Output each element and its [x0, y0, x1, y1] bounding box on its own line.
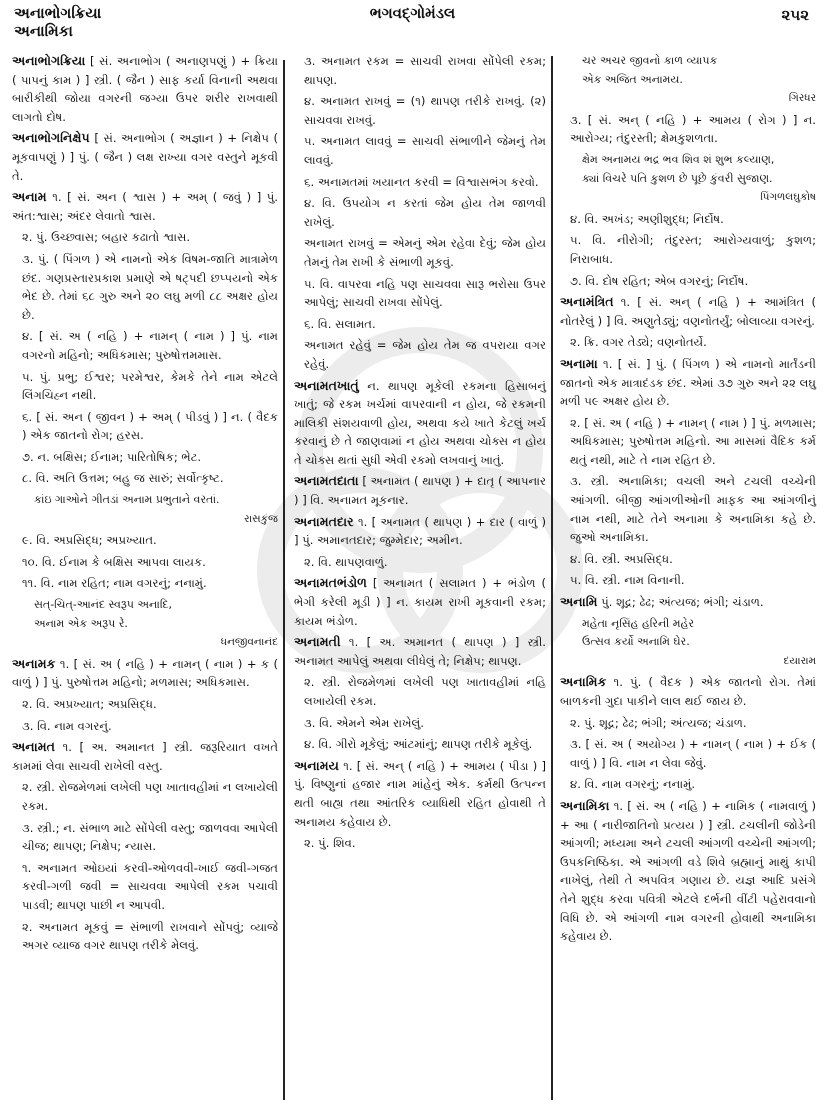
- sense-definition: ૨. [ સં. અ ( નહિ ) + નામન્ ( નામ ) ] પું. મળમાસ; અધિકમાસ; પુરુષોત્તમ મહિનો. આ માસમાં વૈદિક કર્મ થતું નથી, માટે તે નામ રહિત છે.: [570, 415, 816, 467]
- sense-definition: ૨. ક્રિ. વગર તેડ્યે; વણનોતર્યે.: [570, 335, 707, 350]
- dictionary-entry: [560, 293, 816, 330]
- quote-attribution: રાસકુંજ: [244, 512, 278, 525]
- sense-definition: ૯. વિ. અપ્રસિદ્ધ; અપ્રખ્યાત.: [22, 533, 157, 548]
- definition-text: ૧. [ સં. ] પું. ( પિંગળ ) એ નામનો માર્તંડની જાતનો એક માત્રાદંડક છંદ. એમાં ૩૭ ગુરુ અને ૨૨ લઘુ મળી ૫૯ અક્ષર હોય છે.: [560, 356, 816, 409]
- dictionary-entry: [294, 757, 546, 831]
- headword: અનામિ: [560, 594, 598, 610]
- dictionary-entry: [560, 673, 816, 710]
- definition-text: [ સં. અનાભોગ ( અનાણપણું ) + ક્રિયા ( પાપનું કામ ) ] સ્ત્રી. ( જૈન ) સાફ કર્યા વિનાની અથવા બારીકીથી જોયા વગરની જગ્યા ઉપર શરીર રાખવાથી લાગતો દોષ.: [12, 54, 278, 124]
- dictionary-entry: [12, 129, 278, 185]
- headword: અનાભોગનિક્ષેપ: [12, 130, 90, 146]
- sense-definition: ૪. વિ. સ્ત્રી. અપ્રસિદ્ધ.: [570, 551, 673, 566]
- definition-text: ૧. [ સં. અ ( નહિ ) + નામિક ( નામવાળું ) + આ ( નારીજાતિનો પ્રત્યય ) ] સ્ત્રી. ટચલીની જોડેની આંગળી; મધ્યમા અને ટચલી આંગળી વચ્ચેની આંગળી; ઉપકનિષ્ઠિકા. એ આંગળી વડે શિવે બ્રહ્માનું માથું કાપી નાખેલું, તેથી તે અપવિત્ર ગણાય છે. યજ્ઞ આદિ પ્રસંગે તેને શુદ્ધ કરવા પવિત્રી એટલે દર્ભની વીંટી પહેરાવવાનો વિધિ છે. એ આંગળી નામ વગરની હોવાથી અનામિકા કહેવાય છે.: [560, 798, 816, 944]
- sense-definition: ૩. [ સં. અન્ ( નહિ ) + આમય ( રોગ ) ] ન. આરોગ્ય; તંદુરસ્તી; ક્ષેમકુશળતા.: [570, 112, 816, 146]
- sense-definition: ૪. વિ. ગીરો મૂકેલું; આંટમાંનું; થાપણ તરીકે મૂકેલું.: [304, 737, 533, 752]
- dictionary-entry: [294, 633, 546, 670]
- sense-definition: ૨. સ્ત્રી. રોજમેળમાં લખેલી પણ ખાતાવહીમાં નહિ લખાયેલી રકમ.: [304, 675, 546, 708]
- sense-definition: અનામત રાખવું = એમનું એમ રહેવા દેવું; જેમ હોય તેમનું તેમ રાખી કે સંભાળી મૂકવું.: [304, 236, 546, 269]
- quote-line: અનામ એક અરૂપ રે.: [34, 616, 128, 630]
- headword: અનામા: [560, 355, 598, 371]
- sense-definition: ૨. સ્ત્રી. રોજમેળમાં લખેલી પણ ખાતાવહીમાં ન લખાયેલી રકમ.: [22, 780, 278, 813]
- guide-word-first: અનાભોગક્રિયા: [14, 4, 102, 22]
- headword: અનામતદાર: [294, 513, 354, 529]
- sense-definition: ૮. વિ. અતિ ઉત્તમ; બહુ જ સારું; સર્વોત્કૃષ્ટ.: [22, 471, 224, 486]
- sense-definition: ૪. વિ. અખંડ; અણીશુદ્ધ; નિર્દોષ.: [570, 211, 724, 226]
- column-divider: [551, 56, 553, 1100]
- sense-definition: ૨. પું. શિવ.: [304, 836, 356, 851]
- headword: અનાભોગક્રિયા: [12, 53, 86, 68]
- headword: અનામત: [12, 739, 55, 755]
- definition-text: ૧. [ અનામત ( થાપણ ) + દાર ( વાળું ) ] પું. અમાનતદાર; જુમ્મેદાર; અમીન.: [294, 514, 547, 548]
- definition-text: [ સં. અનાભોગ ( અજ્ઞાન ) + નિક્ષેપ ( મૂકવાપણું ) ] પું. ( જૈન ) લક્ષ રાખ્યા વગર વસ્તુને મૂકવી તે.: [12, 131, 279, 183]
- sense-definition: ૩. અનામત રકમ = સાચવી રાખવા સોંપેલી રકમ; થાપણ.: [304, 54, 546, 87]
- dictionary-entry: [12, 655, 278, 692]
- citation-quote: [560, 52, 816, 108]
- definition-text: ન. થાપણ મૂકેલી રકમના હિસાબનું ખાતું; જે રકમ ખર્ચમાં વાપરવાની ન હોય, જે રકમની માલિકી સંશયવાળી હોય, અથવા કયે ખાતે કેટલું ખર્ચ કરવાનું છે તે જાણવામાં ન હોય અથવા ચોક્સ ન હોય તે ચોક્સ થતાં સુધી એવી રકમો લખવાનું ખાતું.: [294, 378, 546, 467]
- definition-text: [ અનામત ( સલામત ) + ભંડોળ ( ભેગી કરેલી મૂડી ) ] ન. કાયમ રાખી મૂકવાની રકમ; કાયમ ભંડોળ.: [294, 576, 547, 628]
- sense-definition: ૪. અનામત રાખવું = (૧) થાપણ તરીકે રાખવું. (૨) સાચવવા રાખવું.: [304, 94, 546, 127]
- quote-line: મહેતા નૃસિંહ હરિની મહેર: [582, 616, 695, 630]
- column-1: [12, 52, 278, 958]
- headword: અનામિકા: [560, 797, 610, 813]
- dictionary-entry: [560, 355, 816, 411]
- definition-text: ૧. [ અ. અમાનત ] સ્ત્રી. જરૂરિયાત વખતે કામમાં લેવા સાચવી રાખેલી વસ્તુ.: [12, 740, 279, 773]
- quote-attribution: દયારામ: [783, 654, 816, 667]
- sense-definition: ૧. અનામત ઓઇયાં કરવી-ઓળવવી-ખાઈ જવી-ગજત કરવી-ગળી જવી = સાચવવા આપેલી રકમ પચાવી પાડવી; થાપણ પાછી ન આપવી.: [22, 860, 278, 912]
- sense-definition: ૭. વિ. દોષ રહિત; એબ વગરનું; નિર્દોષ.: [570, 273, 749, 288]
- headword: અનામતખાતું: [294, 377, 359, 393]
- quote-attribution: ધનજીવનાનંદ: [220, 636, 278, 649]
- definition-text: ૧. પું. ( વૈદક ) એક જાતનો રોગ. તેમાં બાળકની ગુદા પાકીને લાલ થઈ જાય છે.: [560, 675, 816, 708]
- sense-definition: ૫. વિ. સ્ત્રી. નામ વિનાની.: [570, 573, 685, 588]
- definition-text: પું. શૂદ્ર; ઢેઢ; અંત્યજ; ભંગી; ચંડાળ.: [601, 595, 764, 610]
- quote-line: ક્ષેમ અનામય ભદ્ર ભવ શિવ શં શુભ કલ્યાણ,: [582, 152, 775, 166]
- headword: અનામતભંડોળ: [294, 575, 367, 591]
- citation-quote: [560, 615, 816, 671]
- definition-text: ૧. [ સં. અ ( નહિ ) + નામન્ ( નામ ) + ક ( વાળું ) ] પું. પુરુષોત્તમ મહિનો; મળમાસ; અધિકમાસ.: [12, 656, 278, 690]
- definition-text: [ અનામત ( થાપણ ) + દાતૃ ( આપનાર ) ] વિ. અનામત મૂકનાર.: [294, 474, 547, 508]
- page-number: ૨૫૨: [781, 6, 809, 24]
- headword: અનામ: [12, 189, 47, 205]
- sense-definition: ૬. અનામતમાં ખયાનત કરવી = વિશ્વાસભંગ કરવો.: [304, 174, 539, 189]
- quote-attribution: પિંગળલઘુકોષ: [760, 191, 816, 204]
- sense-definition: ૩. પું. ( પિંગળ ) એ નામનો એક વિષમ-જાતિ માત્રામેળ છંદ. ગણપ્રસ્તારપ્રકાશ પ્રમાણે એ ષટ્પદી છપ્પયનો એક ભેદ છે. તેમાં ૬૮ ગુરુ અને ૨૦ લઘુ મળી ૮૮ અક્ષર હોય છે.: [22, 251, 278, 322]
- quote-line: એક અજિત અનામય.: [582, 72, 683, 86]
- headword: અનામય: [294, 757, 339, 773]
- sense-definition: ૫. વિ. વાપરવા નહિ પણ સાચવવા સારૂ ભરોસા ઉપર આપેલું; સાચવી રાખવા સોંપેલું.: [304, 276, 546, 310]
- definition-text: ૧. [ સં. અન્ ( નહિ ) + આમંત્રિત ( નોતરેલું ) ] વિ. અણુતેડ્યું; વણનોતર્યું; બોલાવ્યા વગરનું.: [560, 295, 816, 328]
- quote-line: ચર અચર જીવનો કાળ વ્યાપક: [582, 54, 718, 67]
- definition-text: ૧. [ સં. અન્ ( નહિ ) + આમય ( પીડા ) ] પું. વિષ્ણુનાં હજાર નામ માંહેનું એક. કર્મથી ઉત્પન્ન થતી બાહ્ય તથા આંતરિક વ્યાધિથી રહિત હોવાથી તે અનામય કહેવાય છે.: [294, 758, 546, 829]
- sense-definition: ૪. [ સં. અ ( નહિ ) + નામન્ ( નામ ) ] પું. નામ વગરનો મહિનો; અધિકમાસ; પુરુષોત્તમમાસ.: [22, 329, 278, 362]
- sense-definition: ૩. [ સં. અ ( અયોગ્ય ) + નામન્ ( નામ ) + ઈક ( વાળું ) ] વિ. નામ ન લેવા જેવું.: [570, 737, 816, 770]
- dictionary-entry: [294, 472, 546, 509]
- sense-definition: ૧૦. વિ. ઈનામ કે બક્ષિસ આપવા લાયક.: [22, 554, 206, 569]
- citation-quote: [12, 491, 278, 528]
- column-divider: [283, 60, 285, 1100]
- sense-definition: ૩. વિ. એમને એમ રાખેલું.: [304, 715, 424, 730]
- sense-definition: અનામત રહેવું = જેમ હોય તેમ જ વપરાયા વગર રહેવું.: [304, 338, 546, 371]
- sense-definition: ૪. વિ. નામ વગરનું; નનામું.: [570, 777, 696, 792]
- sense-definition: ૬. વિ. સલામત.: [304, 316, 376, 331]
- page-header: [0, 0, 825, 48]
- sense-definition: ૩. સ્ત્રી.; ન. સંભાળ માટે સોંપેલી વસ્તુ; જાળવવા આપેલી ચીજ; થાપણ; નિક્ષેપ; ન્યાસ.: [22, 820, 278, 854]
- dictionary-entry: [12, 52, 278, 126]
- sense-definition: ૨. વિ. થાપણવાળું.: [304, 554, 388, 569]
- sense-definition: ૫. વિ. નીરોગી; તંદુરસ્ત; આરોગ્યવાળું; કુશળ; નિરાબાધ.: [570, 233, 816, 266]
- sense-definition: ૨. અનામત મૂકવું = સંભાળી રાખવાને સોંપવું; વ્યાજે અગર વ્યાજ વગર થાપણ તરીકે મેલવું.: [22, 919, 278, 953]
- headword: અનામંત્રિત: [560, 294, 614, 310]
- dictionary-entry: [294, 513, 546, 550]
- quote-attribution: ગિરધર: [788, 92, 816, 105]
- headword: અનામતી: [294, 634, 341, 650]
- book-title: ભગવદ્ગોમંડલ: [369, 4, 456, 22]
- sense-definition: ૫. પું. પ્રભુ; ઈશ્વર; પરમેશ્વર, કેમકે તેને નામ એટલે લિંગચિહ્ન નથી.: [22, 369, 278, 403]
- citation-quote: [560, 151, 816, 207]
- sense-definition: ૩. સ્ત્રી. અનામિકા; વચલી અને ટચલી વચ્ચેની આંગળી. બીજી આંગળીઓની માફક આ આંગળીનું નામ નથી, માટે તેને અનામા કે અનામિકા કહે છે. જુઓ અનામિકા.: [570, 474, 816, 545]
- headword: અનામતદાતા: [294, 473, 359, 489]
- sense-definition: ૨. પું. શૂદ્ર; ઢેઢ; ભંગી; અંત્યજ; ચંડાળ.: [570, 715, 747, 730]
- sense-definition: ૭. ન. બક્ષિસ; ઈનામ; પારિતોષિક; ભેટ.: [22, 449, 202, 464]
- dictionary-entry: [560, 797, 816, 946]
- guide-word-last: અનામિકા: [14, 22, 73, 40]
- sense-definition: ૨. પું. ઉચ્છ્વાસ; બહાર કઢાતો શ્વાસ.: [22, 230, 191, 245]
- column-2: [294, 52, 546, 856]
- citation-quote: [12, 596, 278, 652]
- dictionary-entry: [294, 574, 546, 630]
- headword: અનામક: [12, 655, 56, 671]
- dictionary-entry: [12, 188, 278, 225]
- sense-definition: ૪. વિ. ઉપયોગ ન કરતાં જેમ હોય તેમ જાળવી રાખેલું.: [304, 196, 546, 229]
- sense-definition: ૩. વિ. નામ વગરનું.: [22, 718, 112, 733]
- quote-line: સત્-ચિત્-આનંદ સ્વરૂપ અનાદિ,: [34, 598, 172, 612]
- quote-line: ઉત્સવ કર્યો અનામિ ઘેર.: [582, 635, 690, 649]
- sense-definition: ૨. વિ. અપ્રખ્યાત; અપ્રસિદ્ધ.: [22, 697, 157, 711]
- quote-line: કાંઇ ગાઓને ગીતડાં અનામ પ્રભુતાને વરતાં.: [34, 493, 220, 507]
- sense-definition: ૧૧. વિ. નામ રહિત; નામ વગરનું; નનામું.: [22, 576, 207, 591]
- sense-definition: ૫. અનામત લાવવું = સાચવી સંભાળીને જેમનું તેમ લાવવું.: [304, 134, 546, 167]
- dictionary-entry: [294, 377, 546, 470]
- sense-definition: ૬. [ સં. અન ( જીવન ) + અમ્ ( પીડવું ) ] ન. ( વૈદક ) એક જાતનો રોગ; હરસ.: [22, 409, 278, 443]
- quote-line: ક્યાં વિચરે પતિ કુશળ છે પૂછે કુંવરી સુજાણ.: [582, 171, 773, 185]
- dictionary-entry: [560, 593, 816, 612]
- column-3: [560, 52, 816, 949]
- headword: અનામિક: [560, 674, 607, 690]
- definition-text: ૧. [ સં. અન ( શ્વાસ ) + અમ્ ( જવું ) ] પું. અંત:શ્વાસ; અંદર લેવાતો શ્વાસ.: [12, 190, 278, 223]
- dictionary-entry: [12, 738, 278, 775]
- definition-text: ૧. [ અ. અમાનત ( થાપણ ) ] સ્ત્રી. અનામત આપેલું અથવા લીધેલું તે; નિક્ષેપ; થાપણ.: [294, 635, 546, 668]
